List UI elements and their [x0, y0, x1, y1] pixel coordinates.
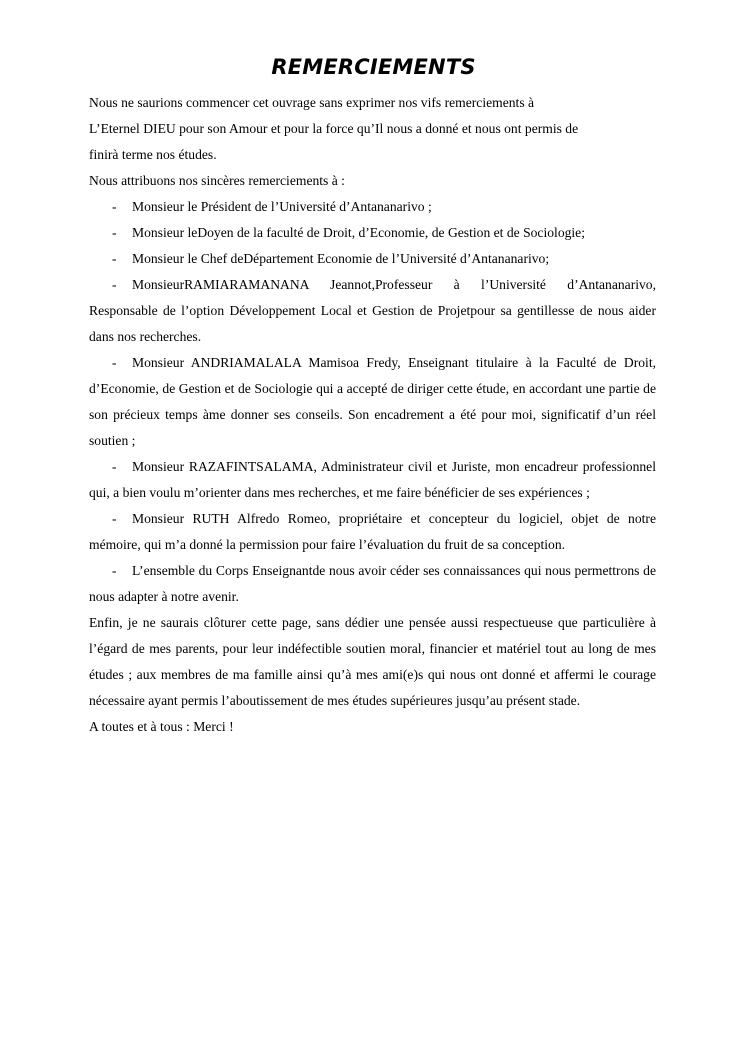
- thanks-item-text: Monsieur leDoyen de la faculté de Droit, d’Economie, de Gestion et de Sociologie;: [132, 225, 585, 240]
- intro-line-1: Nous ne saurions commencer cet ouvrage sans exprimer nos vifs remerciements à: [89, 95, 535, 110]
- thanks-item: [89, 220, 656, 246]
- bullet-dash: -: [112, 225, 117, 240]
- thanks-item-text: Monsieur ANDRIAMALALA Mamisoa Fredy, Enseignant titulaire à la Faculté de Droit, d’Economie, de Gestion et de Sociologie qui a accepté de diriger cette étude, en accordant une partie de son précieux temps àme donner ses conseils. Son encadrement a été pour moi, significatif d’un réel soutien ;: [89, 355, 656, 448]
- bullet-dash: -: [112, 459, 117, 474]
- thanks-item: [89, 272, 656, 350]
- thanks-item-text: Monsieur RUTH Alfredo Romeo, propriétaire et concepteur du logiciel, objet de notre mémoire, qui m’a donné la permission pour faire l’évaluation du fruit de sa conception.: [89, 511, 656, 552]
- bullet-dash: -: [112, 251, 117, 266]
- thanks-item-text: MonsieurRAMIARAMANANA Jeannot,Professeur à l’Université d’Antananarivo, Responsable de l’option Développement Local et Gestion de Projetpour sa gentillesse de nous aider dans nos recherches.: [89, 277, 656, 344]
- thanks-item-text: Monsieur RAZAFINTSALAMA, Administrateur civil et Juriste, mon encadreur professionnel qui, a bien voulu m’orienter dans mes recherches, et me faire bénéficier de ses expériences ;: [89, 459, 656, 500]
- thanks-item: [89, 506, 656, 558]
- closing-paragraph: Enfin, je ne saurais clôturer cette page, sans dédier une pensée aussi respectueuse que particulière à l’égard de mes parents, pour leur indéfectible soutien moral, financier et matériel tout au long de mes études ; aux membres de ma famille ainsi qu’à mes ami(e)s qui nous ont donné et affermi le courage nécessaire ayant permis l’aboutissement de mes études supérieures jusqu’au présent stade.: [89, 615, 656, 708]
- bullet-dash: -: [112, 199, 117, 214]
- thanks-item: [89, 246, 656, 272]
- bullet-dash: -: [112, 563, 117, 578]
- document-page: [89, 52, 656, 740]
- thanks-item: [89, 454, 656, 506]
- thanks-item-text: Monsieur le Président de l’Université d’Antananarivo ;: [132, 199, 432, 214]
- page-title: REMERCIEMENTS: [271, 55, 476, 79]
- thanks-item: [89, 194, 656, 220]
- intro-line-2: L’Eternel DIEU pour son Amour et pour la force qu’Il nous a donné et nous ont permis de: [89, 121, 579, 136]
- intro-line-3: finirà terme nos études.: [89, 147, 217, 162]
- final-thanks: A toutes et à tous : Merci !: [89, 719, 234, 734]
- thanks-item-text: L’ensemble du Corps Enseignantde nous avoir céder ses connaissances qui nous permettrons de nous adapter à notre avenir.: [89, 563, 656, 604]
- intro-line-4: Nous attribuons nos sincères remerciements à :: [89, 173, 345, 188]
- thanks-item-text: Monsieur le Chef deDépartement Economie de l’Université d’Antananarivo;: [132, 251, 550, 266]
- thanks-item: [89, 350, 656, 454]
- thanks-item: [89, 558, 656, 610]
- bullet-dash: -: [112, 355, 117, 370]
- bullet-dash: -: [112, 511, 117, 526]
- bullet-dash: -: [112, 277, 117, 292]
